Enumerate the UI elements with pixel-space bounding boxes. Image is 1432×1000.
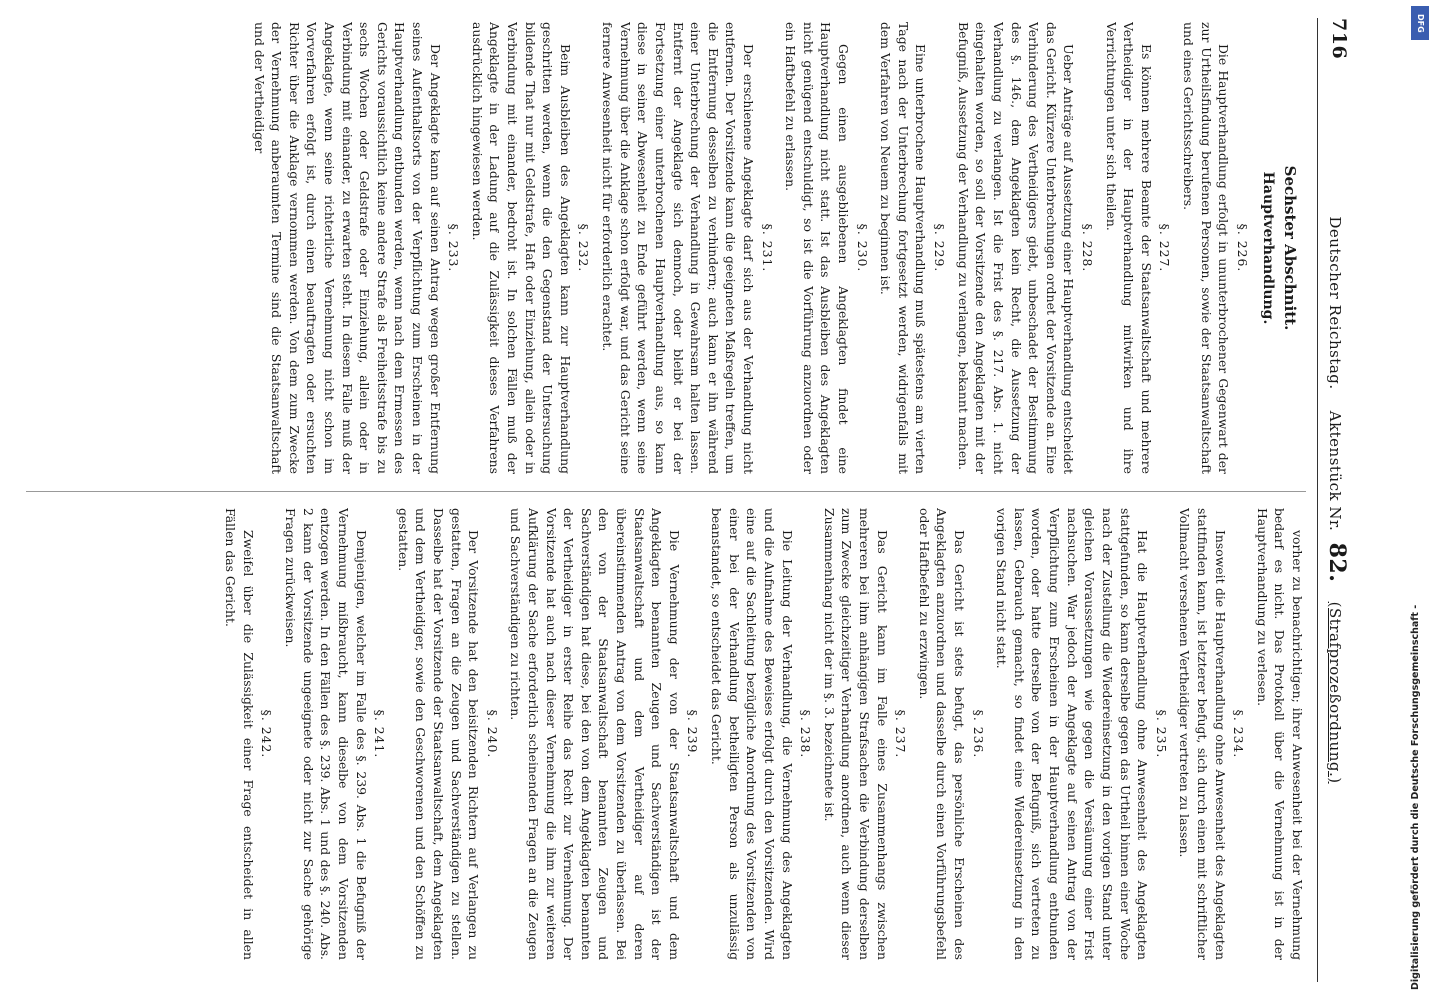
paragraph-text: Die Hauptverhandlung erfolgt in ununterbrochener Gegenwart der zur Urtheilsfindung berufenen Personen, sowie der Staatsanwaltschaft und eines Gerichtsschreibers. bbox=[1181, 22, 1232, 474]
paragraph-text: Die Vernehmung der von der Staatsanwaltschaft und dem Angeklagten benannten Zeugen und Sachverständigen ist der Staatsanwaltschaft und dem Vertheidiger auf deren übereinstimmenden Antrag von dem Vorsitzenden zu überlassen. Bei den von der Staatsanwaltschaft benannten Zeugen und Sachverständigen hat diese, bei den von dem Angeklagten benannten der Vertheidiger in erster Reihe das Recht zur Vernehmung. Der Vorsitzende hat auch nach dieser Vernehmung die ihm zur weiteren Aufklärung der Sache erforderlich scheinenden Fragen an die Zeugen und Sachverständigen zu richten. bbox=[508, 508, 682, 960]
paragraph-number: §. 237. bbox=[893, 709, 909, 759]
paragraph-text: Die Leitung der Verhandlung, die Vernehmung des Angeklagten und die Aufnahme des Beweises erfolgt durch den Vorsitzenden. Wird eine auf die Sachleitung bezügliche Anordnung des Vorsitzenden von einer bei der Verhandlung betheiligten Person als unzulässig beanstandet, so entscheidet das Gericht. bbox=[709, 508, 795, 960]
left-column bbox=[16, 22, 1306, 474]
paragraph-text: Eine unterbrochene Hauptverhandlung muß spätestens am vierten Tage nach der Unterbrechung fortgesetzt werden, widrigenfalls mit dem Verfahren von Neuem zu beginnen ist. bbox=[878, 22, 929, 474]
section-title: Sechster Abschnitt. bbox=[1281, 165, 1299, 331]
paragraph-number: §. 238. bbox=[798, 709, 814, 759]
paragraph-text: Ueber Anträge auf Aussetzung einer Hauptverhandlung entscheidet das Gericht. Kürzere Unterbrechungen ordnet der Vorsitzende an. Eine Verhinderung des Vertheidigers giebt, unbeschadet der Bestimmung des §. 146., dem Angeklagten kein Recht, die Aussetzung der Verhandlung zu verlangen. Ist die Frist des §. 217. Abs. 1. nicht eingehalten worden, so soll der Vorsitzende den Angeklagten mit der Befugniß, Aussetzung der Verhandlung zu verlangen, bekannt machen. bbox=[955, 22, 1077, 474]
header-middle-title: Aktenstück Nr. bbox=[1326, 410, 1344, 532]
paragraph-number: §. 227. bbox=[1157, 223, 1173, 273]
paragraph-text: Beim Ausbleiben des Angeklagten kann zur Hauptverhandlung geschritten werden, wenn die den Gegenstand der Untersuchung bildende That nur mit Geldstrafe, Haft oder Einziehung, allein oder in Verbindung mit einander, bedroht ist. In solchen Fällen muß der Angeklagte in der Ladung auf die Zulässigkeit dieses Verfahrens ausdrücklich hingewiesen werden. bbox=[469, 22, 573, 474]
paragraph-number: §. 240. bbox=[484, 709, 500, 759]
section-subtitle: Hauptverhandlung. bbox=[1259, 171, 1276, 325]
paragraph-text: Insoweit die Hauptverhandlung ohne Anwesenheit des Angeklagten stattfinden kann, ist letzterer befugt, sich durch einen mit schriftlicher Vollmacht versehenen Vertheidiger vertreten zu lassen. bbox=[1177, 508, 1228, 960]
paragraph-number: §. 232. bbox=[576, 223, 592, 273]
paragraph-text: vorher zu benachrichtigen; ihrer Anwesenheit bei der Vernehmung bedarf es nicht. Das Protokoll über die Vernehmung ist in der Hauptverhandlung zu verlesen. bbox=[1254, 508, 1305, 960]
running-title bbox=[1324, 18, 1350, 982]
paragraph-text: Der Vorsitzende hat den beisitzenden Richtern auf Verlangen zu gestatten, Fragen an die Zeugen und Sachverständigen zu stellen. Dasselbe hat der Vorsitzende der Staatsanwaltschaft, dem Angeklagten und dem Vertheidiger, sowie den Geschworenen und den Schöffen zu gestatten. bbox=[395, 508, 482, 960]
paragraph-text: Gegen einen ausgebliebenen Angeklagten findet eine Hauptverhandlung nicht statt. Ist das Ausbleiben des Angeklagten nicht genügend entschuldigt, so ist die Vorführung anzuordnen oder ein Haftbefehl zu erlassen. bbox=[783, 22, 852, 474]
paragraph-number: §. 229. bbox=[932, 223, 948, 273]
header-left-title: Deutscher Reichstag. bbox=[1326, 216, 1344, 390]
paragraph-number: §. 236. bbox=[970, 709, 986, 759]
column-divider bbox=[26, 491, 1306, 492]
paragraph-number: §. 230. bbox=[854, 223, 870, 273]
paragraph-number: §. 234. bbox=[1231, 709, 1247, 759]
right-column bbox=[16, 508, 1306, 960]
paragraph-text: Es können mehrere Beamte der Staatsanwaltschaft und mehrere Vertheidiger in der Hauptverhandlung mitwirken und ihre Verrichtungen unter sich theilen. bbox=[1103, 22, 1154, 474]
paragraph-number: §. 235. bbox=[1153, 709, 1169, 759]
paragraph-text: Der erschienene Angeklagte darf sich aus der Verhandlung nicht entfernen. Der Vorsitzende kann die geeigneten Maßregeln treffen, um die Entfernung desselben zu verhindern; auch kann er ihn während einer Unterbrechung der Verhandlung in Gewahrsam halten lassen. Entfernt der Angeklagte sich dennoch, oder bleibt er bei der Fortsetzung einer unterbrochenen Hauptverhandlung aus, so kann diese in seiner Abwesenheit zu Ende geführt werden, wenn seine Vernehmung über die Anklage schon erfolgt war, und das Gericht seine fernere Anwesenheit nicht für erforderlich erachtet. bbox=[600, 22, 756, 474]
document-number: 82. bbox=[1324, 542, 1350, 583]
paragraph-text: Demjenigen, welcher im Falle des §. 239. Abs. 1 die Befugniß der Vernehmung mißbraucht, kann dieselbe von dem Vorsitzenden entzogen werden. In den Fällen des §. 239. Abs. 1 und des §. 240. Abs. 2 kann der Vorsitzende ungeeignete oder nicht zur Sache gehörige Fragen zurückweisen. bbox=[283, 508, 369, 960]
paragraph-number: §. 228. bbox=[1079, 223, 1095, 273]
paragraph-number: §. 226. bbox=[1234, 223, 1250, 273]
page-number: 716 bbox=[1328, 18, 1350, 60]
paragraph-text: Das Gericht kann im Falle eines Zusammenhangs zwischen mehreren bei ihm anhängigen Strafsachen die Verbindung derselben zum Zwecke gleichzeitiger Verhandlung anordnen, auch wenn dieser Zusammenhang nicht der im §. 3. bezeichnete ist. bbox=[821, 508, 890, 960]
paragraph-number: §. 241. bbox=[372, 709, 388, 759]
page-header bbox=[1322, 18, 1358, 982]
paragraph-text: Zweifel über die Zulässigkeit einer Frage entscheidet in allen Fällen das Gericht. bbox=[223, 508, 256, 960]
digitization-credit-text: Digitalisierung gefördert durch die Deutsche Forschungsgemeinschaft - bbox=[1410, 604, 1421, 990]
paragraph-number: §. 239. bbox=[685, 709, 701, 759]
dfg-logo: DFG bbox=[1411, 6, 1429, 40]
paragraph-text: Hat die Hauptverhandlung ohne Anwesenheit des Angeklagten stattgefunden, so kann derselbe gegen das Urtheil binnen einer Woche nach der Zustellung die Wiedereinsetzung in den vorigen Stand unter gleichen Voraussetzungen wie gegen die Versäumung einer Frist nachsuchen. War jedoch der Angeklagte auf seinen Antrag von der Verpflichtung zum Erscheinen in der Hauptverhandlung entbunden worden, oder hatte derselbe von der Befugniß, sich vertreten zu lassen, Gebrauch gemacht, so findet eine Wiedereinsetzung in den vorigen Stand nicht statt. bbox=[994, 508, 1151, 960]
paragraph-number: §. 233. bbox=[446, 223, 462, 273]
header-right-title: (Strafprozeßordnung.) bbox=[1326, 601, 1344, 784]
header-rule bbox=[1317, 18, 1318, 982]
paragraph-number: §. 242. bbox=[259, 709, 275, 759]
paragraph-text: Das Gericht ist stets befugt, das persönliche Erscheinen des Angeklagten anzuordnen und dasselbe durch einen Vorführungsbefehl oder Haftbefehl zu erzwingen. bbox=[916, 508, 968, 960]
paragraph-number: §. 231. bbox=[759, 223, 775, 273]
digitization-credit bbox=[1408, 0, 1432, 1000]
paragraph-text: Der Angeklagte kann auf seinen Antrag wegen großer Entfernung seines Aufenthaltsorts von der Verpflichtung zum Erscheinen in der Hauptverhandlung entbunden werden, wenn nach dem Ermessen des Gerichts voraussichtlich keine andere Strafe als Freiheitsstrafe bis zu sechs Wochen oder Geldstrafe oder Einziehung, allein oder in Verbindung mit einander, zu erwarten steht. In diesem Falle muß der Angeklagte, wenn seine richterliche Vernehmung nicht schon im Vorverfahren erfolgt ist, durch einen beauftragten oder ersuchten Richter über die Anklage vernommen werden. Von dem zum Zwecke der Vernehmung anberaumten Termine sind die Staatsanwaltschaft und der Vertheidiger bbox=[251, 22, 443, 474]
